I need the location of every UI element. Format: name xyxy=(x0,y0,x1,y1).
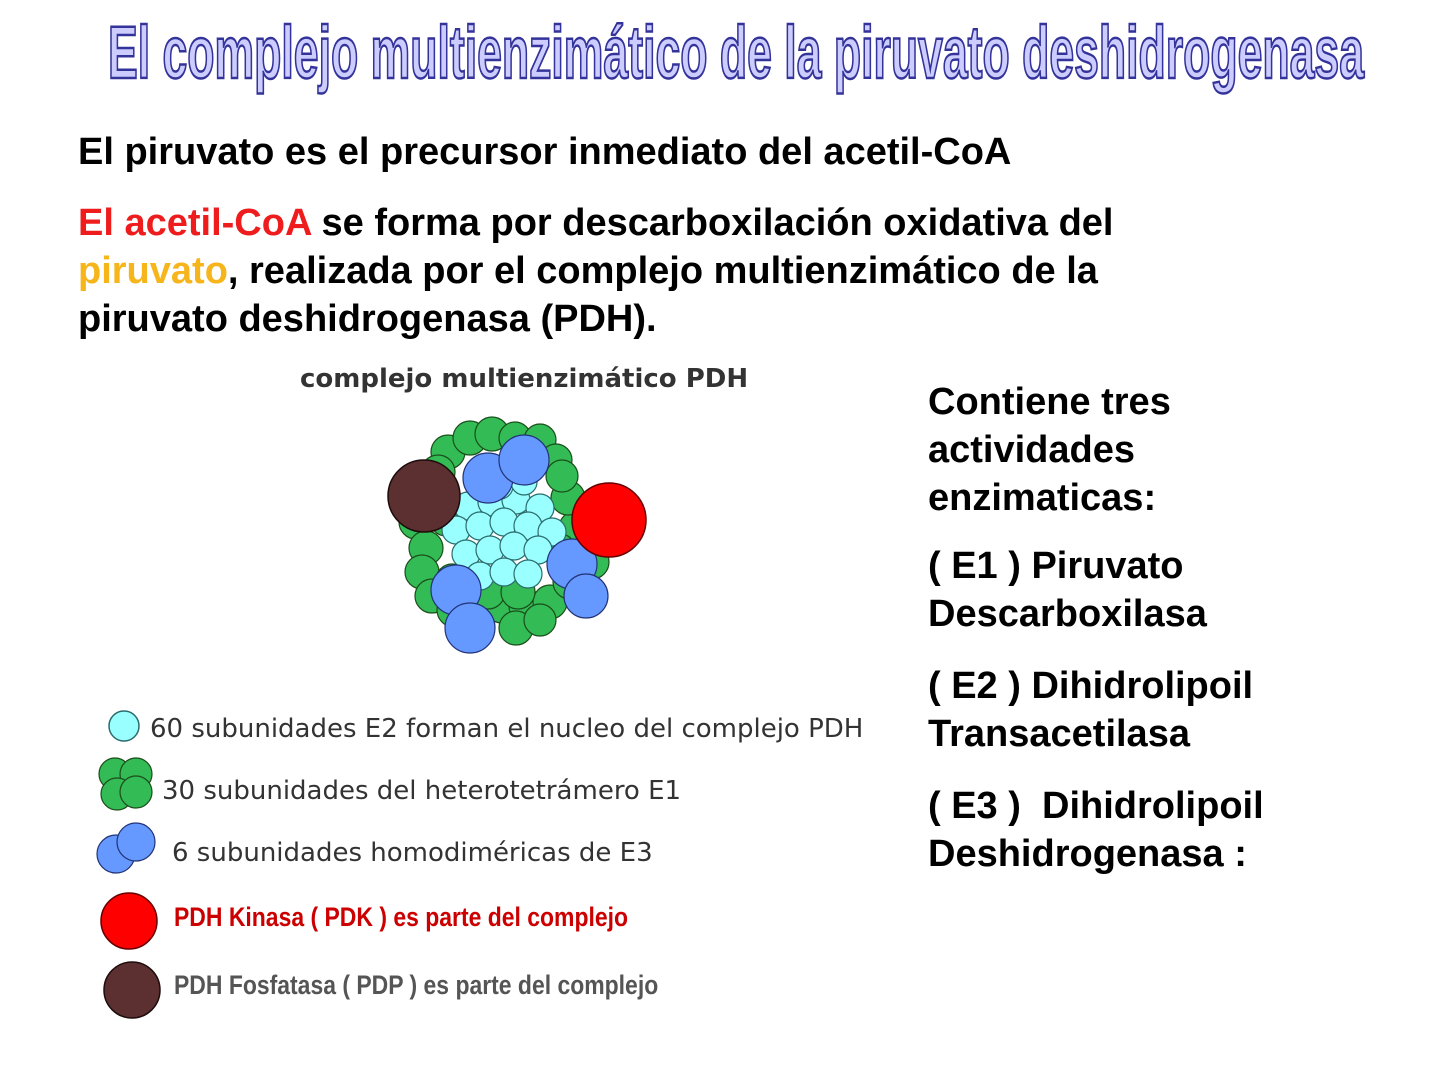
pdh-complex-illustration xyxy=(380,410,660,670)
legend-label-e3: 6 subunidades homodiméricas de E3 xyxy=(172,838,653,868)
intro-text-se-forma: se forma por descarboxilación oxidativa del xyxy=(310,202,1114,244)
legend-item-e1 xyxy=(90,752,910,822)
diagram-legend xyxy=(90,704,910,1034)
activity-e2: ( E2 ) Dihidrolipoil Transacetilasa xyxy=(928,665,1254,755)
highlight-acetil-coa: acetil-CoA xyxy=(124,202,311,244)
intro-paragraph xyxy=(78,199,1113,343)
e3-dimer-icon xyxy=(90,818,160,878)
legend-item-e2 xyxy=(90,704,910,754)
slide-title-art xyxy=(0,0,1440,108)
legend-item-pdk xyxy=(90,890,910,952)
legend-item-e3 xyxy=(90,818,910,878)
pdp-phosphatase-icon xyxy=(90,958,164,1022)
highlight-el: El xyxy=(78,202,114,244)
intro-line: El piruvato es el precursor inmediato del acetil-CoA xyxy=(78,131,1012,173)
slide-title-text: El complejo multienzimático de la piruvato deshidrogenasa xyxy=(108,11,1365,94)
legend-label-pdp: PDH Fosfatasa ( PDP ) es parte del complejo xyxy=(174,970,659,1000)
intro-text-pdh: piruvato deshidrogenasa (PDH). xyxy=(78,298,657,340)
legend-item-pdp xyxy=(90,958,910,1022)
intro-text-realizada: , realizada por el complejo multienzimático de la xyxy=(227,250,1098,292)
diagram-title: complejo multienzimático PDH xyxy=(300,364,749,394)
pdk-kinase-icon xyxy=(90,890,160,952)
enzyme-activities xyxy=(928,378,1428,902)
e2-core-subunit-icon xyxy=(90,704,150,754)
slide-title xyxy=(0,0,1440,108)
legend-label-e2: 60 subunidades E2 forman el nucleo del complejo PDH xyxy=(150,714,864,744)
legend-label-pdk: PDH Kinasa ( PDK ) es parte del complejo xyxy=(174,902,629,932)
pdk-kinase xyxy=(572,483,646,557)
activity-e1: ( E1 ) Piruvato Descarboxilasa xyxy=(928,545,1207,635)
activity-e3: ( E3 ) Dihidrolipoil Deshidrogenasa : xyxy=(928,785,1264,875)
activities-intro: Contiene tres actividades enzimaticas: xyxy=(928,381,1171,519)
pdp-phosphatase xyxy=(388,460,460,532)
e1-tetramer-icon xyxy=(90,752,160,822)
highlight-piruvato: piruvato xyxy=(78,250,228,292)
legend-label-e1: 30 subunidades del heterotetrámero E1 xyxy=(162,776,682,806)
